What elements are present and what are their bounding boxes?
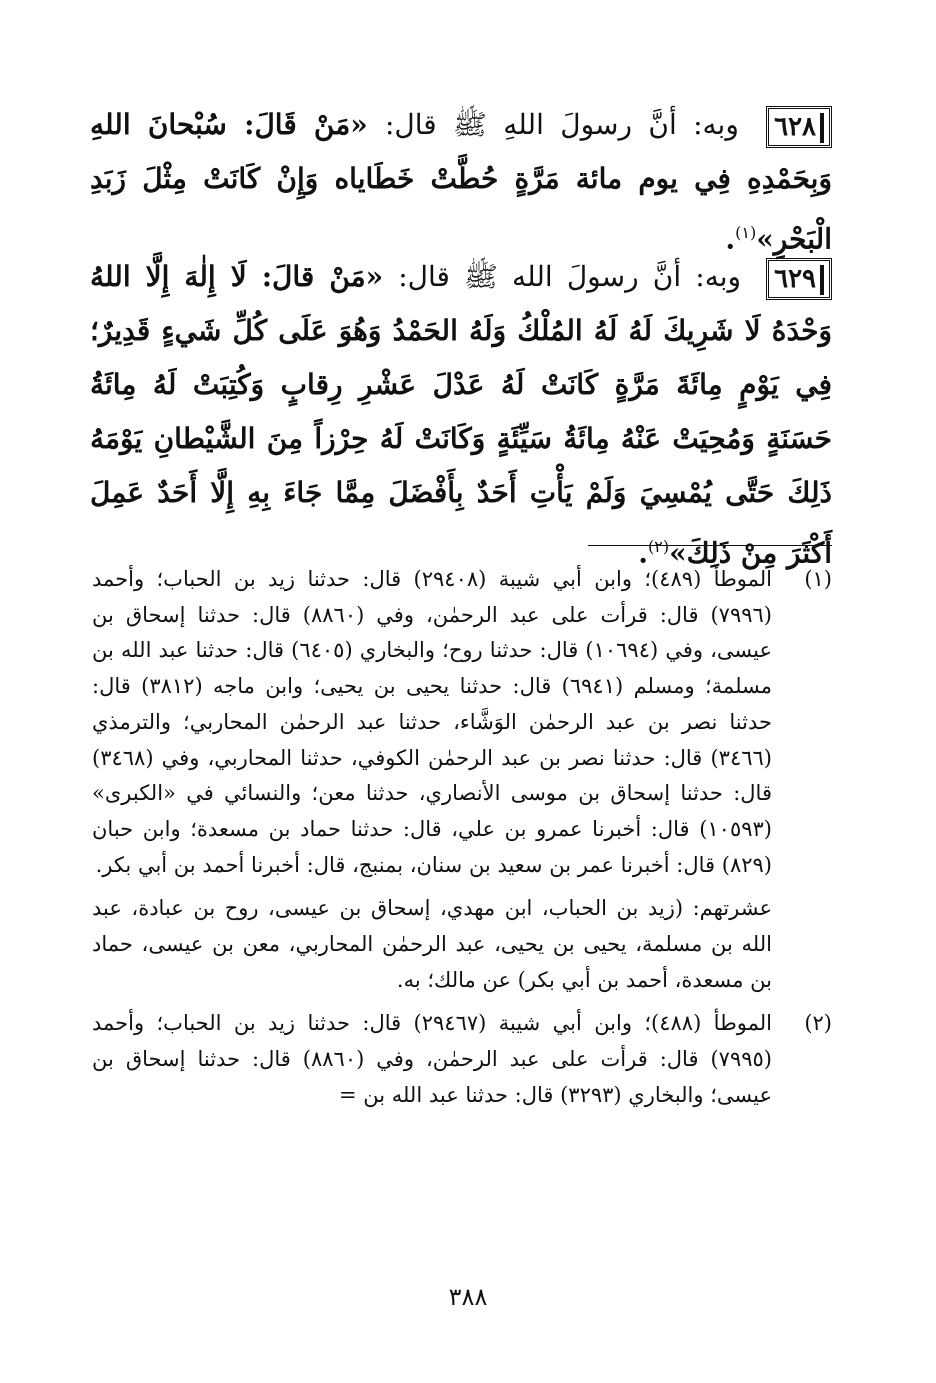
- hadith-629: [90, 250, 832, 580]
- footnotes: [92, 562, 832, 1114]
- footnote-ref: (٢): [647, 537, 670, 556]
- hadith-number: ٦٢٨: [774, 111, 817, 142]
- hadith-text: «مَنْ قَالَ: سُبْحانَ اللهِ وَبِحَمْدِهِ فِي يوم مائة مَرَّةٍ حُطَّتْ خَطَاياه وَإِنْ كَانَتْ مِثْلَ زَبَدِ الْبَحْرِ»: [90, 108, 832, 256]
- footnote-summary: عشرتهم: (زيد بن الحباب، ابن مهدي، إسحاق بن عيسى، روح بن عبادة، عبد الله بن مسلمة، يحيى بن يحيى، عبد الرحمٰن المحاربي، معن بن عيسى، حماد بن مسعدة، أحمد بن أبي بكر) عن مالك؛ به.: [92, 896, 772, 992]
- footnote-body: [92, 562, 772, 998]
- footnote-text: الموطأ (٤٨٩)؛ وابن أبي شيبة (٢٩٤٠٨) قال: حدثنا زيد بن الحباب؛ وأحمد (٧٩٩٦) قال: قرأت على عبد الرحمٰن، وفي (٨٨٦٠) قال: حدثنا إسحاق بن عيسى، وفي (١٠٦٩٤) قال: حدثنا روح؛ والبخاري (٦٤٠٥) قال: حدثنا عبد الله بن مسلمة؛ ومسلم (٦٩٤١) قال: حدثنا يحيى بن يحيى؛ وابن ماجه (٣٨١٢) قال: حدثنا نصر بن عبد الرحمٰن الوَشَّاء، حدثنا عبد الرحمٰن المحاربي؛ والترمذي (٣٤٦٦) قال: حدثنا نصر بن عبد الرحمٰن الكوفي، حدثنا المحاربي، وفي (٣٤٦٨) قال: حدثنا إسحاق بن موسى الأنصاري، حدثنا معن؛ والنسائي في «الكبرى» (١٠٥٩٣) قال: أخبرنا عمرو بن علي، قال: حدثنا حماد بن مسعدة؛ وابن حبان (٨٢٩) قال: أخبرنا عمر بن سعيد بن سنان، بمنبج، قال: أخبرنا أحمد بن أبي بكر.: [92, 567, 773, 877]
- hadith-628: [90, 98, 832, 266]
- box-rule: [820, 113, 824, 143]
- footnote-divider: [588, 545, 832, 546]
- footnote-number: (٢): [804, 1011, 832, 1036]
- footnote-text: الموطأ (٤٨٨)؛ وابن أبي شيبة (٢٩٤٦٧) قال: حدثنا زيد بن الحباب؛ وأحمد (٧٩٩٥) قال: قرأت على عبد الرحمٰن، وفي (٨٨٦٠) قال: حدثنا إسحاق بن عيسى؛ والبخاري (٣٢٩٣) قال: حدثنا عبد الله بن =: [92, 1011, 772, 1107]
- footnote-1: [92, 562, 832, 998]
- hadith-number-box: [766, 258, 832, 300]
- footnote-2: [92, 1006, 832, 1113]
- hadith-text: «مَنْ قالَ: لَا إِلٰهَ إِلَّا اللهُ وَحْدَهُ لَا شَرِيكَ لَهُ لَهُ المُلْكُ وَلَهُ الحَمْدُ وَهُوَ عَلَى كُلِّ شَيءٍ قَدِيرٌ؛ فِي يَوْمٍ مِائَةَ مَرَّةٍ كَانَتْ لَهُ عَدْلَ عَشْرِ رِقابٍ وَكُتِبَتْ لَهُ مِائَةُ حَسَنَةٍ وَمُحِيَتْ عَنْهُ مِائَةُ سَيِّئَةٍ وَكَانَتْ لَهُ حِرْزاً مِنَ الشَّيْطانِ يَوْمَهُ ذَلِكَ حَتَّى يُمْسِيَ وَلَمْ يَأْتِ أَحَدٌ بِأَفْضَلَ مِمَّا جَاءَ بِهِ إِلَّا أَحَدٌ عَمِلَ أَكْثَرَ مِنْ ذَلِكَ»: [90, 260, 832, 570]
- hadith-lead: وبه: أنَّ رسولَ الله ﷺ قال:: [398, 260, 742, 293]
- footnote-number: (١): [804, 567, 832, 591]
- box-rule: [820, 265, 824, 295]
- hadith-lead: وبه: أنَّ رسولَ اللهِ ﷺ قال:: [384, 108, 739, 141]
- page-number: ٣٨٨: [448, 1283, 488, 1311]
- hadith-end: .: [638, 536, 648, 570]
- hadith-end: .: [725, 222, 736, 256]
- hadith-number-box: [766, 106, 832, 148]
- footnote-body: [92, 1006, 772, 1113]
- hadith-number: ٦٢٩: [774, 263, 817, 294]
- footnote-ref: (١): [735, 223, 757, 242]
